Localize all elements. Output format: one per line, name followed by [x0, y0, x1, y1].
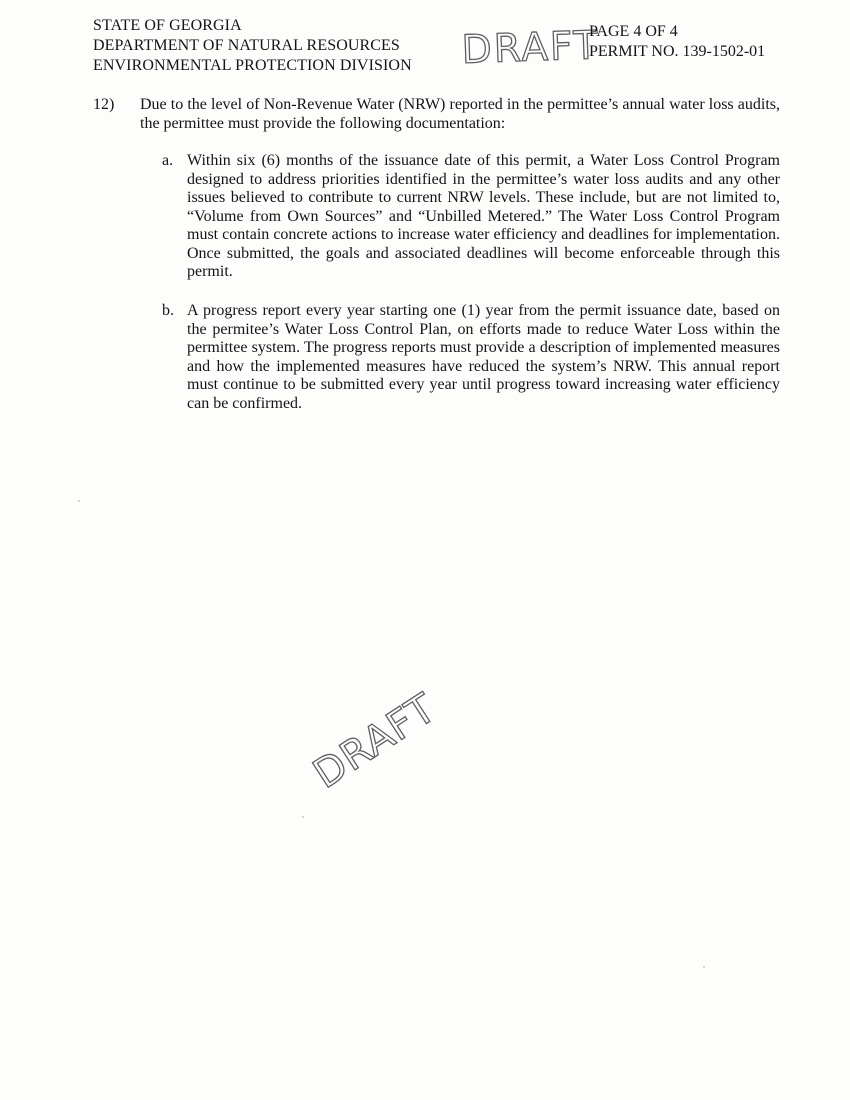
draft-stamp-top: DRAFT — [460, 23, 601, 73]
condition-intro: Due to the level of Non-Revenue Water (NRW) reported in the permittee’s annual water loss audits, the permittee must provide the following documentation: — [140, 96, 780, 132]
draft-stamp-middle: DRAFT — [305, 685, 445, 798]
permit-header — [589, 22, 765, 62]
condition-sub-item-a — [162, 152, 780, 282]
agency-department: DEPARTMENT OF NATURAL RESOURCES — [93, 37, 400, 54]
agency-division: ENVIRONMENTAL PROTECTION DIVISION — [93, 57, 412, 74]
agency-header — [93, 16, 412, 76]
agency-state: STATE OF GEORGIA — [93, 17, 242, 34]
page-number: PAGE 4 OF 4 — [589, 23, 678, 40]
scan-speck — [302, 816, 304, 818]
sub-item-letter: a. — [162, 152, 174, 169]
condition-number: 12) — [93, 96, 115, 113]
sub-item-letter: b. — [162, 302, 174, 319]
scan-speck — [78, 500, 80, 502]
sub-item-text: Within six (6) months of the issuance date of this permit, a Water Loss Control Program designed to address priorities identified in the permittee’s water loss audits and any other issues believed to contribute to current NRW levels. These include, but are not limited to, “Volume from Own Sources” and “Unbilled Metered.” The Water Loss Control Program must contain concrete actions to increase water efficiency and deadlines for implementation. Once submitted, the goals and associated deadlines will become enforceable through this permit. — [187, 152, 780, 280]
sub-item-text: A progress report every year starting one (1) year from the permit issuance date, based on the permitee’s Water Loss Control Plan, on efforts made to reduce Water Loss within the permittee system. The progress reports must provide a description of implemented measures and how the implemented measures have reduced the system’s NRW. This annual report must continue to be submitted every year until progress toward increasing water efficiency can be confirmed. — [187, 302, 780, 412]
scan-speck — [703, 966, 705, 968]
condition-sub-item-b — [162, 302, 780, 413]
permit-number: PERMIT NO. 139-1502-01 — [589, 43, 766, 60]
